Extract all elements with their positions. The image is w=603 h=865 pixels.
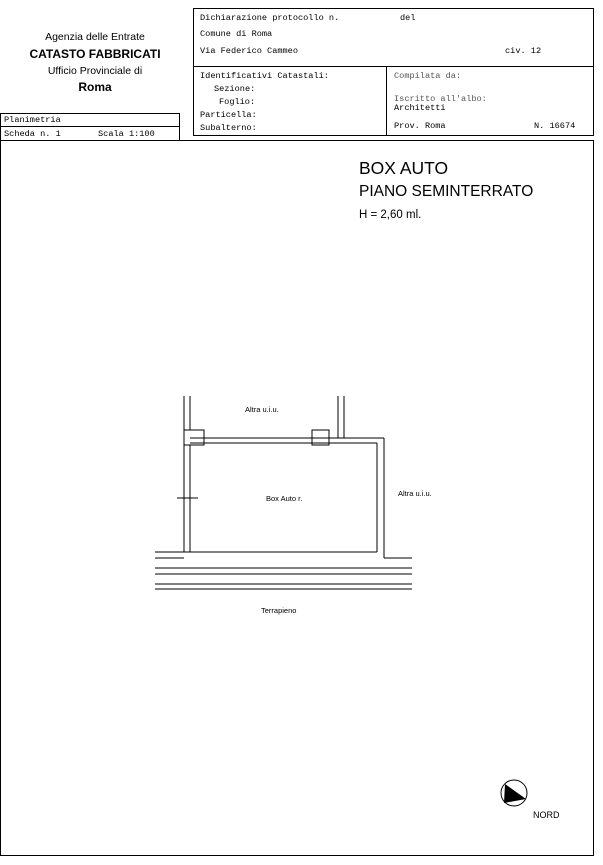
- comune-label: Comune di Roma: [200, 29, 273, 39]
- label-right-unit: Altra u.i.u.: [398, 489, 432, 498]
- province-label: Prov. Roma: [394, 121, 446, 131]
- label-box-room: Box Auto r.: [266, 494, 303, 503]
- catasto-title: CATASTO FABBRICATI: [29, 47, 161, 61]
- label-terrapieno: Terrapieno: [261, 606, 297, 615]
- particella-label: Particella:: [200, 110, 257, 120]
- protocol-label: Dichiarazione protocollo n.: [200, 13, 340, 23]
- sheet-scale: Scala 1:100: [98, 129, 155, 139]
- address-label: Via Federico Cammeo: [200, 46, 298, 56]
- register-label: Iscritto all'albo:: [394, 94, 487, 104]
- compiler-label: Compilata da:: [394, 71, 462, 81]
- plan-height: H = 2,60 ml.: [359, 209, 422, 221]
- north-label: NORD: [533, 810, 560, 820]
- register-number: N. 16674: [534, 121, 576, 131]
- plan-title: BOX AUTO: [359, 158, 449, 178]
- subalterno-label: Subalterno:: [200, 123, 257, 133]
- foglio-label: Foglio:: [219, 97, 256, 107]
- register-value: Architetti: [394, 103, 446, 113]
- date-label: del: [400, 13, 416, 23]
- sezione-label: Sezione:: [214, 84, 256, 94]
- sheet-number: Scheda n. 1: [4, 129, 61, 139]
- label-upper-unit: Altra u.i.u.: [245, 405, 279, 414]
- office-label: Ufficio Provinciale di: [47, 65, 143, 77]
- agency-name: Agenzia delle Entrate: [45, 31, 145, 43]
- civic-label: civ. 12: [505, 46, 542, 56]
- city-label: Roma: [78, 80, 112, 94]
- identifiers-title: Identificativi Catastali:: [200, 71, 329, 81]
- north-arrow-icon: [501, 780, 527, 806]
- plan-floor: PIANO SEMINTERRATO: [359, 183, 534, 200]
- sheet-title: Planimetria: [4, 115, 61, 125]
